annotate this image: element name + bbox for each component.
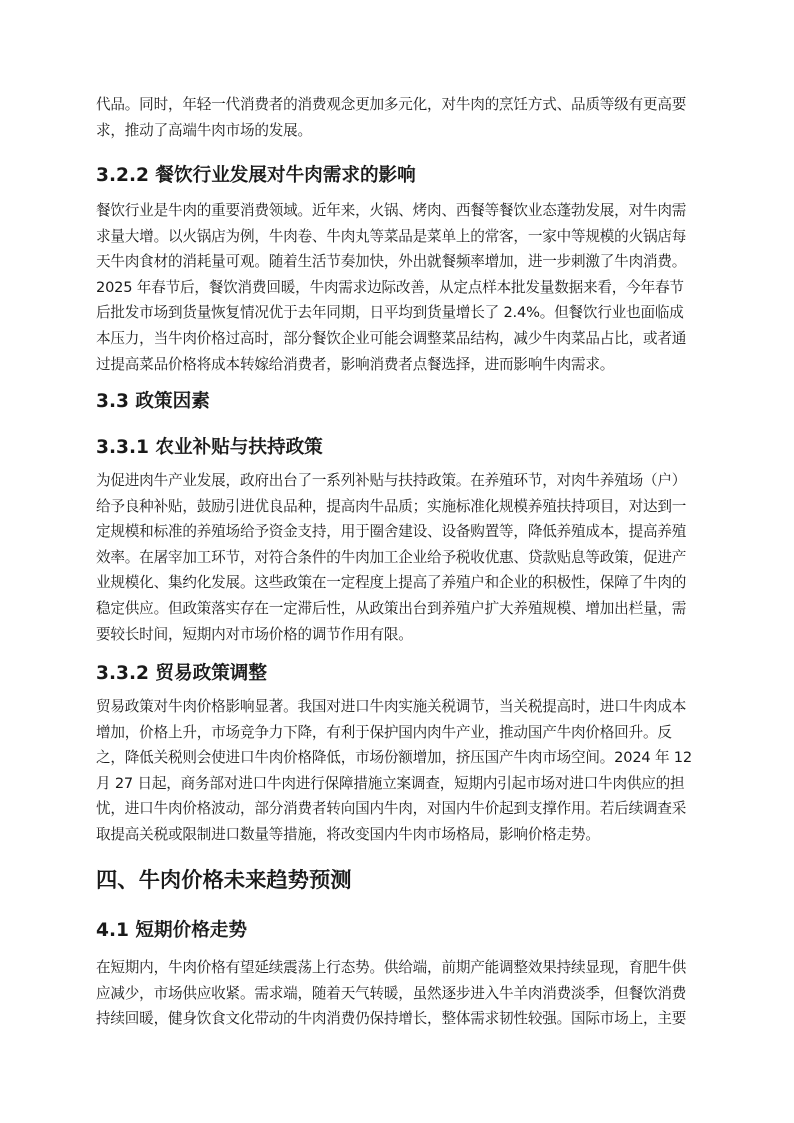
heading-section-4: 四、牛肉价格未来趋势预测 [96, 868, 352, 893]
paragraph-trade-policy [96, 694, 702, 848]
heading-3-3: 3.3 政策因素 [96, 391, 210, 412]
text-line: 要较长时间，短期内对市场价格的调节作用有限。 [96, 625, 413, 643]
paragraph-short-term-trend [96, 955, 702, 1032]
text-line: 给予良种补贴，鼓励引进优良品种，提高肉牛品质；实施标准化规模养殖扶持项目，对达到一 [96, 497, 687, 515]
text-line: 业规模化、集约化发展。这些政策在一定程度上提高了养殖户和企业的积极性，保障了牛肉的 [96, 574, 687, 592]
text-line: 增加，价格上升，市场竞争力下降，有利于保护国内肉牛产业，推动国产牛肉价格回升。反 [96, 723, 672, 741]
text-line: 效率。在屠宰加工环节，对符合条件的牛肉加工企业给予税收优惠、贷款贴息等政策，促进产 [96, 548, 687, 566]
text-line: 取提高关税或限制进口数量等措施，将改变国内牛肉市场格局，影响价格走势。 [96, 825, 600, 843]
text-line: 求，推动了高端牛肉市场的发展。 [96, 121, 312, 139]
text-line: 本压力，当牛肉价格过高时，部分餐饮企业可能会调整菜品结构，减少牛肉菜品占比，或者通 [96, 329, 687, 347]
text-line: 应减少，市场供应收紧。需求端，随着天气转暖，虽然逐步进入牛羊肉消费淡季，但餐饮消费 [96, 984, 687, 1002]
text-line: 天牛肉食材的消耗量可观。随着生活节奏加快，外出就餐频率增加，进一步刺激了牛肉消费。 [96, 253, 687, 271]
paragraph-intro-continued [96, 92, 702, 143]
heading-3-3-1: 3.3.1 农业补贴与扶持政策 [96, 437, 323, 458]
heading-4-1: 4.1 短期价格走势 [96, 920, 247, 941]
text-line: 持续回暖，健身饮食文化带动的牛肉消费仍保持增长，整体需求韧性较强。国际市场上，主要 [96, 1010, 687, 1028]
text-line: 2025 年春节后，餐饮消费回暖，牛肉需求边际改善，从定点样本批发量数据来看，今年春节 [96, 278, 684, 296]
text-line: 求量大增。以火锅店为例，牛肉卷、牛肉丸等菜品是菜单上的常客，一家中等规模的火锅店每 [96, 227, 687, 245]
text-line: 代品。同时，年轻一代消费者的消费观念更加多元化，对牛肉的烹饪方式、品质等级有更高要 [96, 96, 687, 113]
text-line: 月 27 日起，商务部对进口牛肉进行保障措施立案调查，短期内引起市场对进口牛肉供应的担 [96, 774, 685, 792]
text-line: 后批发市场到货量恢复情况优于去年同期，日平均到货量增长了 2.4%。但餐饮行业也面临成 [96, 304, 684, 322]
text-line: 之，降低关税则会使进口牛肉价格降低，市场份额增加，挤压国产牛肉市场空间。2024 年 12 [96, 749, 692, 767]
text-line: 为促进肉牛产业发展，政府出台了一系列补贴与扶持政策。在养殖环节，对肉牛养殖场（户） [96, 472, 687, 489]
paragraph-subsidy-policy [96, 468, 702, 647]
text-line: 贸易政策对牛肉价格影响显著。我国对进口牛肉实施关税调节，当关税提高时，进口牛肉成本 [96, 698, 687, 715]
heading-3-3-2: 3.3.2 贸易政策调整 [96, 663, 267, 684]
text-line: 忧，进口牛肉价格波动，部分消费者转向国内牛肉，对国内牛价起到支撑作用。若后续调查采 [96, 800, 687, 818]
text-line: 餐饮行业是牛肉的重要消费领域。近年来，火锅、烤肉、西餐等餐饮业态蓬勃发展，对牛肉需 [96, 202, 687, 219]
heading-3-2-2: 3.2.2 餐饮行业发展对牛肉需求的影响 [96, 165, 416, 186]
text-line: 稳定供应。但政策落实存在一定滞后性，从政策出台到养殖户扩大养殖规模、增加出栏量，需 [96, 599, 687, 617]
text-line: 过提高菜品价格将成本转嫁给消费者，影响消费者点餐选择，进而影响牛肉需求。 [96, 355, 615, 373]
paragraph-catering-demand [96, 198, 702, 377]
text-line: 在短期内，牛肉价格有望延续震荡上行态势。供给端，前期产能调整效果持续显现，育肥牛供 [96, 959, 687, 976]
text-line: 定规模和标准的养殖场给予资金支持，用于圈舍建设、设备购置等，降低养殖成本，提高养殖 [96, 523, 687, 541]
